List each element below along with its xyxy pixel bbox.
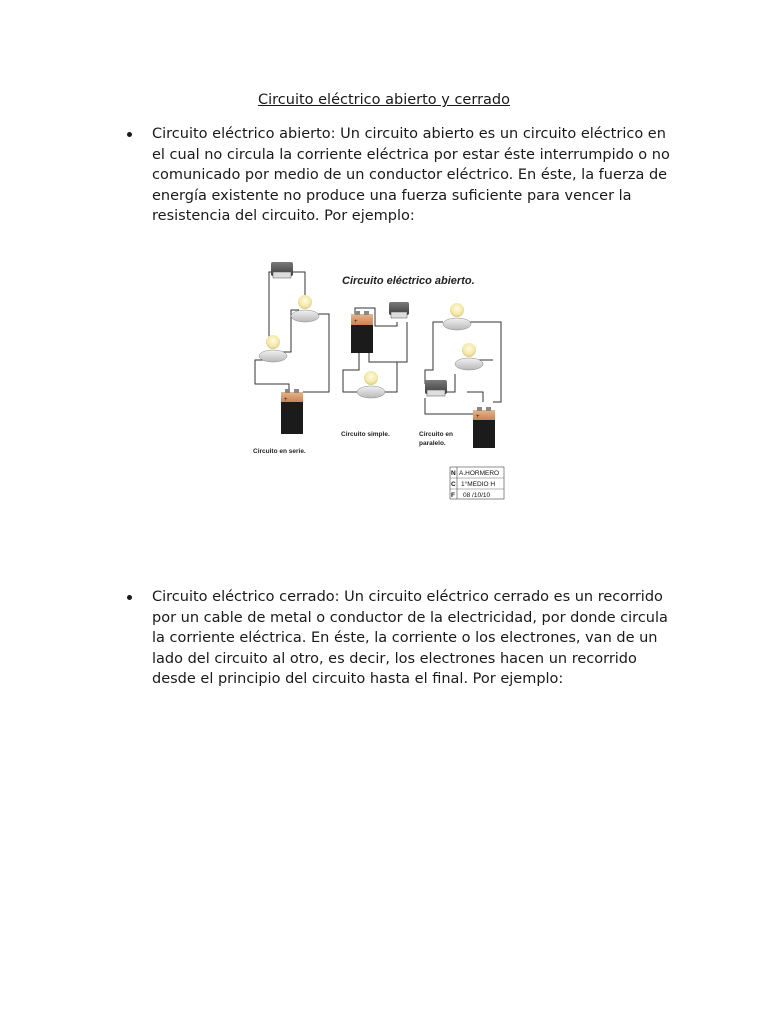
simple-circuit: [341, 302, 409, 438]
bulb-icon: [298, 295, 312, 309]
battery-plus-label: +: [284, 397, 288, 403]
paragraph-text: Circuito eléctrico abierto: Un circuito abierto es un circuito eléctrico en el cual no circula la corriente eléctrica por estar éste interrumpido o no comunicado por medio de un conductor eléctrico. En éste, la fuerza de energía existente no produce una fuerza suficiente para vencer la resistencia del circuito. Por ejemplo:: [152, 126, 670, 224]
info-value: A.HORMERO: [459, 470, 500, 477]
info-value: 08 /10/10: [463, 492, 491, 499]
bulb-icon: [462, 343, 476, 357]
svg-text:+: +: [354, 319, 358, 325]
svg-text:+: +: [476, 414, 480, 420]
bullet-icon: [127, 132, 132, 137]
battery-icon: [281, 389, 303, 434]
list-item: [0, 587, 672, 690]
bulb-icon: [450, 303, 464, 317]
battery-icon: [351, 311, 373, 353]
circuit-diagram-image: [247, 252, 509, 500]
info-key: C: [451, 481, 456, 488]
bulb-icon: [266, 335, 280, 349]
figure-title: Circuito eléctrico abierto.: [342, 275, 475, 287]
bullet-icon: [127, 595, 132, 600]
label-simple: Circuito simple.: [341, 431, 390, 438]
list-item: [0, 124, 672, 227]
info-value: 1°MEDIO H: [461, 481, 496, 488]
label-parallel-2: paralelo.: [419, 440, 446, 447]
paragraph-text: Circuito eléctrico cerrado: Un circuito eléctrico cerrado es un recorrido por un cable de metal o conductor de la electricidad, por donde circula la corriente eléctrica. En éste, la corriente o los electrones, van de un lado del circuito al otro, es decir, los electrones hacen un recorrido desde el principio del circuito hasta el final. Por ejemplo:: [152, 589, 668, 687]
label-parallel-1: Circuito en: [419, 431, 453, 438]
info-key: N: [451, 470, 456, 477]
label-series: Circuito en serie.: [253, 448, 306, 455]
series-circuit: [253, 262, 329, 455]
battery-icon: [473, 407, 495, 448]
info-table: [450, 467, 504, 499]
page-title: Circuito eléctrico abierto y cerrado: [257, 92, 510, 108]
bulb-icon: [364, 371, 378, 385]
info-key: F: [451, 492, 455, 499]
parallel-circuit: [419, 303, 501, 448]
